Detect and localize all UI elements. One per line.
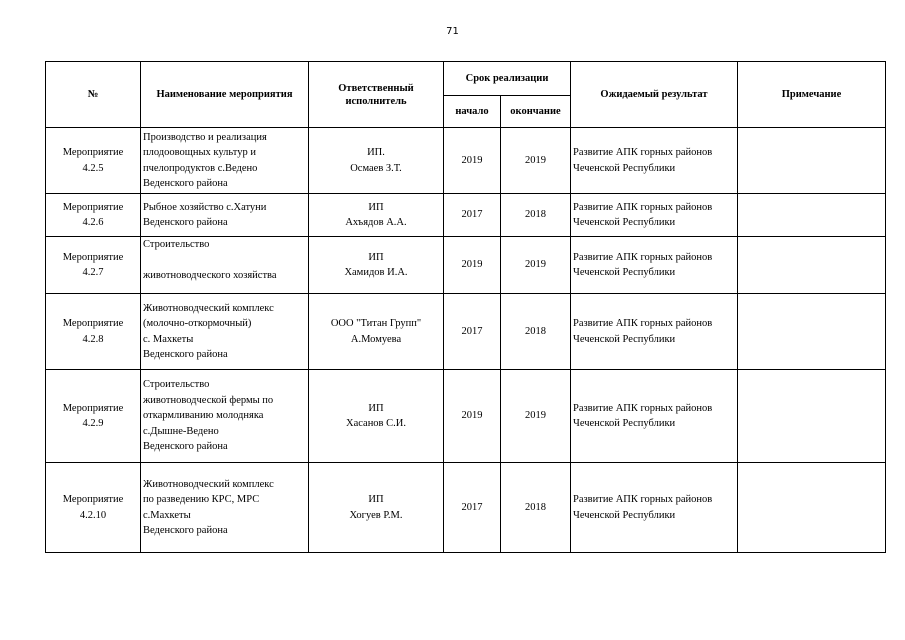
event-name-line: Животноводческий комплекс [143, 478, 274, 490]
event-name [141, 194, 309, 237]
end-year: 2019 [501, 237, 571, 294]
expected-result-line: Развитие АПК горных районов [573, 318, 713, 329]
event-name-line: Веденского района [143, 525, 228, 536]
end-year: 2018 [501, 294, 571, 370]
event-name-line: с.Дышне-Ведено [143, 425, 219, 437]
expected-result-line: Развитие АПК горных районов [573, 251, 713, 263]
responsible-executor-line: ИП [368, 201, 384, 213]
responsible-executor-line: ИП [368, 251, 384, 263]
expected-result [571, 370, 738, 463]
event-name-line: животноводческого хозяйства [143, 270, 277, 281]
event-name-line: с.Махкеты [143, 509, 191, 521]
expected-result-line: Развитие АПК горных районов [573, 402, 713, 414]
event-number-line: Мероприятие [62, 201, 124, 213]
event-name-line: пчелопродуктов с.Ведено [143, 162, 258, 174]
expected-result-line: Развитие АПК горных районов [573, 147, 713, 158]
event-number-line: Мероприятие [62, 402, 124, 414]
header-responsible: Ответственный исполнитель [309, 62, 444, 128]
event-number-line: Мероприятие [62, 494, 124, 505]
event-name-line: плодоовощных культур и [143, 147, 256, 158]
event-number-line: 4.2.8 [82, 333, 104, 345]
event-number [46, 463, 141, 553]
event-name-line: Веденского района [143, 441, 228, 453]
event-number [46, 370, 141, 463]
end-year: 2019 [501, 370, 571, 463]
event-name-line: Производство и реализация [143, 131, 267, 143]
header-start: начало [444, 96, 501, 128]
start-year: 2019 [444, 237, 501, 294]
event-name-line: Строительство [143, 379, 210, 391]
responsible-executor-line: Хогуев Р.М. [349, 509, 403, 521]
header-result: Ожидаемый результат [571, 62, 738, 128]
expected-result-line: Развитие АПК горных районов [573, 494, 713, 505]
event-name-line: Веденского района [143, 178, 228, 189]
table-row [46, 128, 886, 194]
start-year: 2019 [444, 370, 501, 463]
page-number: 71 [446, 26, 459, 37]
responsible-executor [309, 237, 444, 294]
event-name-line: животноводческой фермы по [143, 394, 274, 406]
note [738, 194, 886, 237]
event-number [46, 294, 141, 370]
header-note: Примечание [738, 62, 886, 128]
note [738, 128, 886, 194]
table-row [46, 370, 886, 463]
expected-result-line: Чеченской Республики [573, 162, 676, 174]
event-name-line: с. Махкеты [143, 333, 194, 345]
header-end: окончание [501, 96, 571, 128]
table-row [46, 237, 886, 294]
event-number-line: 4.2.5 [82, 162, 104, 174]
table-row [46, 194, 886, 237]
start-year: 2017 [444, 294, 501, 370]
event-name [141, 237, 309, 294]
start-year: 2019 [444, 128, 501, 194]
expected-result [571, 194, 738, 237]
header-period: Срок реализации [444, 62, 571, 96]
expected-result-line: Развитие АПК горных районов [573, 201, 713, 213]
expected-result-line: Чеченской Республики [573, 333, 676, 345]
event-number-line: 4.2.6 [82, 217, 104, 228]
note [738, 463, 886, 553]
responsible-executor-line: Хамидов И.А. [344, 267, 408, 278]
note [738, 370, 886, 463]
event-number-line: 4.2.7 [82, 267, 104, 278]
table-row [46, 294, 886, 370]
table-row [46, 463, 886, 553]
responsible-executor-line: ИП. [367, 147, 385, 158]
event-name-line: Строительство [143, 239, 210, 250]
event-number-line: 4.2.10 [79, 509, 107, 521]
end-year: 2018 [501, 463, 571, 553]
responsible-executor-line: ИП [368, 402, 384, 414]
responsible-executor-line: ИП [368, 494, 384, 505]
note [738, 237, 886, 294]
event-number [46, 237, 141, 294]
event-number-line: Мероприятие [62, 147, 124, 158]
event-name-line: (молочно-откормочный) [143, 318, 252, 329]
responsible-executor [309, 194, 444, 237]
event-name-line: по разведению КРС, МРС [143, 494, 260, 505]
start-year: 2017 [444, 463, 501, 553]
header-name: Наименование мероприятия [141, 62, 309, 128]
event-number [46, 128, 141, 194]
expected-result-line: Чеченской Республики [573, 217, 676, 228]
event-name [141, 128, 309, 194]
responsible-executor-line: А.Момуева [350, 333, 402, 345]
expected-result-line: Чеченской Республики [573, 418, 676, 429]
expected-result-line: Чеченской Республики [573, 267, 676, 278]
responsible-executor-line: Ахъядов А.А. [345, 217, 407, 228]
responsible-executor-line: Хасанов С.И. [346, 418, 406, 429]
header-num: № [46, 62, 141, 128]
responsible-executor [309, 370, 444, 463]
event-number-line: 4.2.9 [82, 418, 104, 429]
start-year: 2017 [444, 194, 501, 237]
responsible-executor-line: ООО "Титан Групп" [330, 318, 422, 329]
event-name [141, 294, 309, 370]
event-name-line: Веденского района [143, 217, 228, 228]
event-name [141, 370, 309, 463]
event-name-line: Рыбное хозяйство с.Хатуни [143, 201, 267, 213]
event-name-line: Животноводческий комплекс [143, 302, 274, 314]
note [738, 294, 886, 370]
expected-result [571, 463, 738, 553]
event-name [141, 463, 309, 553]
responsible-executor [309, 294, 444, 370]
expected-result [571, 294, 738, 370]
events-table [45, 61, 886, 553]
responsible-executor [309, 128, 444, 194]
expected-result [571, 237, 738, 294]
responsible-executor [309, 463, 444, 553]
event-number-line: Мероприятие [62, 251, 124, 263]
responsible-executor-line: Осмаев З.Т. [350, 162, 402, 174]
event-name-line: откармливанию молодняка [143, 410, 264, 422]
event-number [46, 194, 141, 237]
end-year: 2018 [501, 194, 571, 237]
end-year: 2019 [501, 128, 571, 194]
event-number-line: Мероприятие [62, 318, 124, 329]
event-name-line: Веденского района [143, 349, 228, 360]
expected-result-line: Чеченской Республики [573, 509, 676, 521]
expected-result [571, 128, 738, 194]
